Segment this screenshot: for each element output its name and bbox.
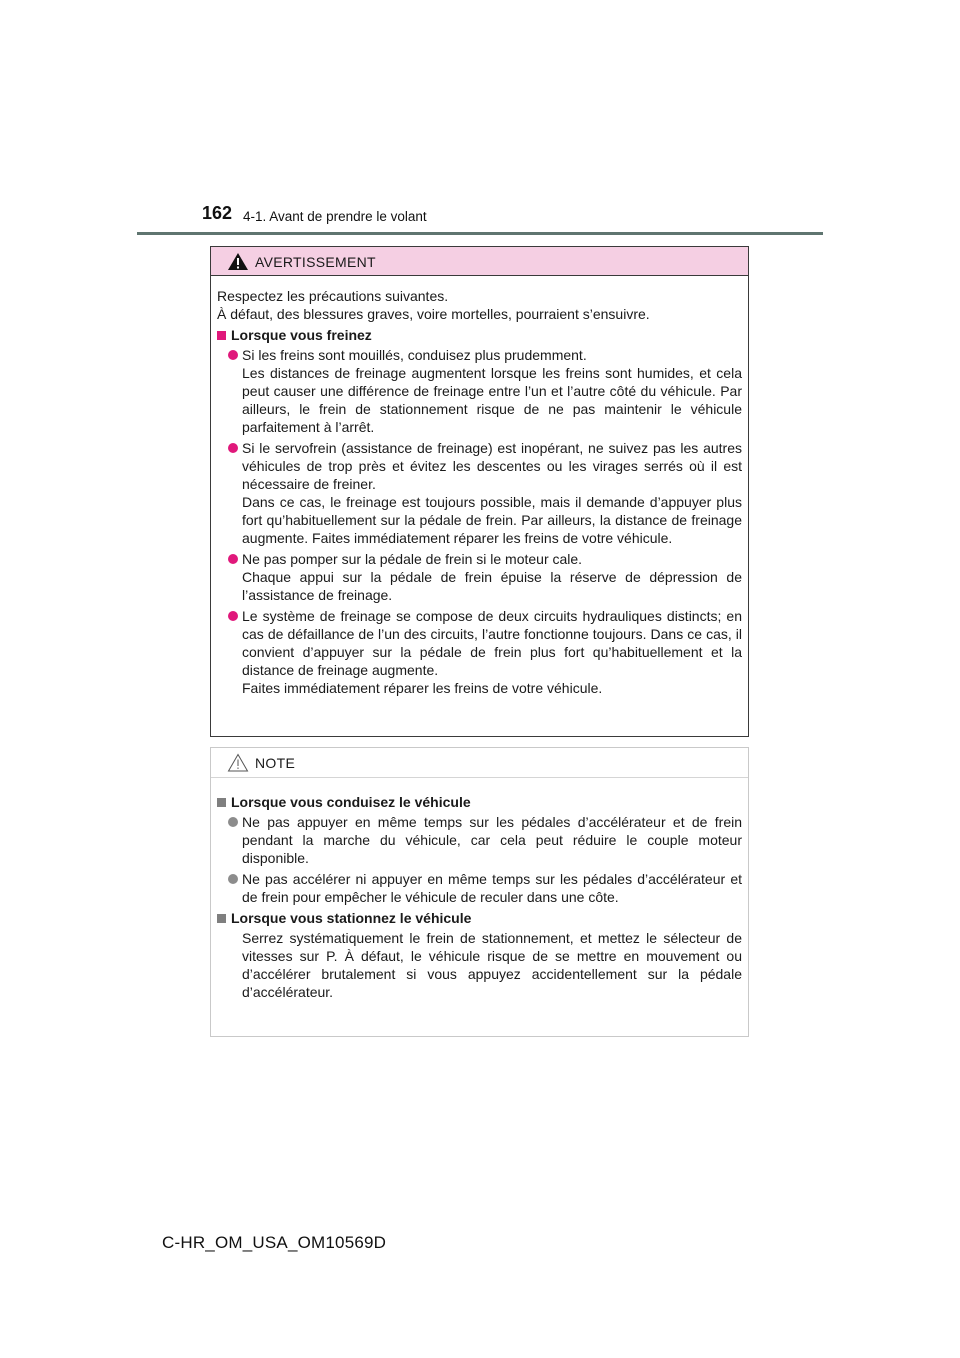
note-item	[217, 813, 742, 867]
warning-item	[217, 346, 742, 436]
warning-item	[217, 607, 742, 697]
warning-box	[210, 246, 749, 737]
item-paragraph: Faites immédiatement réparer les freins de votre véhicule.	[242, 680, 603, 696]
heading-text: Lorsque vous conduisez le véhicule	[231, 794, 471, 810]
note-title: NOTE	[255, 755, 296, 771]
round-bullet-icon	[228, 554, 238, 564]
document-code: C-HR_OM_USA_OM10569D	[162, 1233, 387, 1252]
item-paragraph: Les distances de freinage augmentent lorsque les freins sont humides, et cela peut causer une différence de freinage entre l’un et l’autre côté du véhicule. Par ailleurs, le frein de stationnement risque de ne pas maintenir le véhicule parfaitement à l’arrêt.	[242, 365, 742, 435]
section-title: 4-1. Avant de prendre le volant	[243, 209, 427, 224]
item-paragraph: Si le servofrein (assistance de freinage) est inopérant, ne suivez pas les autres véhicules de trop près et évitez les descentes ou les virages serrés où il est nécessaire de freiner.	[242, 440, 742, 492]
warning-section-heading	[217, 326, 742, 344]
warning-body	[211, 276, 748, 697]
item-paragraph: Dans ce cas, le freinage est toujours possible, mais il demande d’appuyer plus fort qu’habituellement sur la pédale de frein. Par ailleurs, la distance de freinage augmente. Faites immédiatement réparer les freins de votre véhicule.	[242, 494, 742, 546]
round-bullet-icon	[228, 817, 238, 827]
warning-intro-line: À défaut, des blessures graves, voire mortelles, pourraient s’ensuivre.	[217, 306, 650, 322]
note-section-heading	[217, 909, 742, 927]
item-paragraph: Ne pas pomper sur la pédale de frein si le moteur cale.	[242, 551, 583, 567]
item-paragraph: Serrez systématiquement le frein de stationnement, et mettez le sélecteur de vitesses sur P. À défaut, le véhicule risque de se mettre en mouvement ou d’accélérer brutalement si vous appuyez accidentellement sur la pédale d’accélérateur.	[242, 930, 742, 1000]
note-paragraph-block	[217, 929, 742, 1001]
header-divider	[137, 232, 823, 235]
heading-text: Lorsque vous stationnez le véhicule	[231, 910, 472, 926]
round-bullet-icon	[228, 611, 238, 621]
caution-triangle-outline-icon	[227, 753, 249, 772]
item-paragraph: Si les freins sont mouillés, conduisez plus prudemment.	[242, 347, 587, 363]
warning-header	[211, 247, 748, 276]
warning-item	[217, 439, 742, 547]
square-bullet-icon	[217, 914, 226, 923]
heading-text: Lorsque vous freinez	[231, 327, 372, 343]
note-header	[211, 748, 748, 778]
note-section-heading	[217, 793, 742, 811]
square-bullet-icon	[217, 798, 226, 807]
warning-item	[217, 550, 742, 604]
round-bullet-icon	[228, 350, 238, 360]
warning-intro-line: Respectez les précautions suivantes.	[217, 288, 449, 304]
square-bullet-icon	[217, 331, 226, 340]
warning-triangle-icon	[227, 252, 249, 271]
note-body	[211, 778, 748, 1001]
round-bullet-icon	[228, 874, 238, 884]
page-number: 162	[202, 203, 233, 223]
note-item	[217, 870, 742, 906]
note-box	[210, 747, 749, 1037]
item-paragraph: Ne pas accélérer ni appuyer en même temps sur les pédales d’accélérateur et de frein pour empêcher le véhicule de reculer dans une côte.	[242, 871, 742, 905]
item-paragraph: Chaque appui sur la pédale de frein épuise la réserve de dépression de l’assistance de freinage.	[242, 569, 742, 603]
warning-title: AVERTISSEMENT	[255, 254, 376, 270]
round-bullet-icon	[228, 443, 238, 453]
item-paragraph: Le système de freinage se compose de deux circuits hydrauliques distincts; en cas de défaillance de l’un des circuits, l’autre fonctionne toujours. Dans ce cas, il convient d’appuyer sur la pédale de frein plus fort qu’habituellement et la distance de freinage augmente.	[242, 608, 742, 678]
item-paragraph: Ne pas appuyer en même temps sur les pédales d’accélérateur et de frein pendant la marche du véhicule, car cela peut réduire le couple moteur disponible.	[242, 814, 742, 866]
